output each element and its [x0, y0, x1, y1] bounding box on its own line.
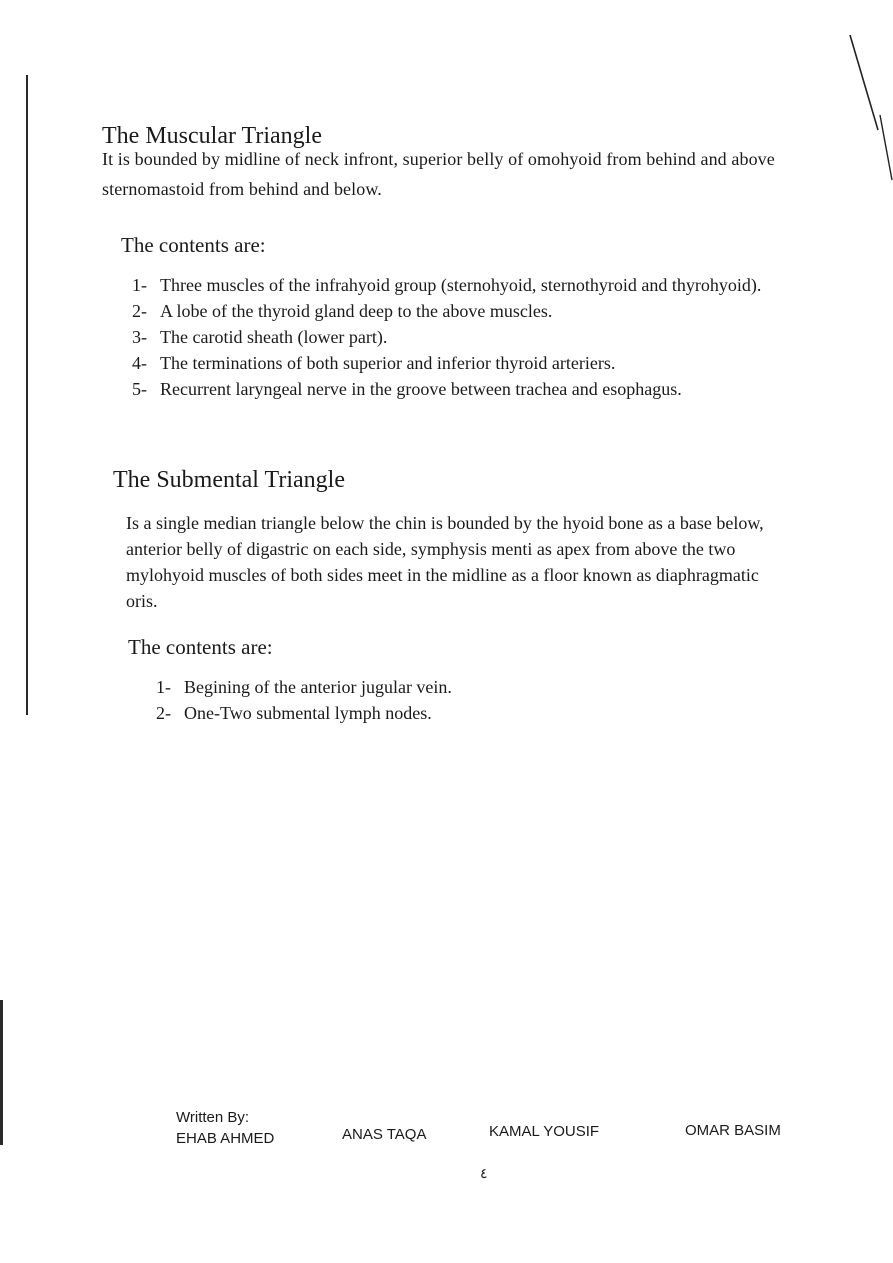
contents-label-submental: The contents are: — [128, 635, 273, 659]
contents-list-submental — [156, 674, 656, 726]
section-title-submental: The Submental Triangle — [113, 467, 345, 493]
author-name: EHAB AHMED — [176, 1130, 275, 1147]
author-name: ANAS TAQA — [342, 1126, 427, 1143]
list-item-number: 4- — [132, 353, 147, 373]
list-item — [132, 298, 772, 324]
list-item-number: 5- — [132, 379, 147, 399]
list-item — [132, 272, 772, 298]
list-item — [156, 700, 656, 726]
list-item-text: Recurrent laryngeal nerve in the groove between trachea and esophagus. — [160, 379, 682, 399]
page-number: ٤ — [480, 1167, 488, 1182]
list-item-number: 1- — [156, 677, 171, 697]
list-item-text: Three muscles of the infrahyoid group (sternohyoid, sternothyroid and thyrohyoid). — [160, 275, 762, 295]
section-description-submental: Is a single median triangle below the chin is bounded by the hyoid bone as a base below, anterior belly of digastric on each side, symphysis menti as apex from above the two mylohyoid muscles of both sides meet in the midline as a floor known as diaphragmatic oris. — [126, 513, 764, 611]
list-item-number: 1- — [132, 275, 147, 295]
section-title-muscular: The Muscular Triangle — [102, 123, 322, 149]
list-item-number: 3- — [132, 327, 147, 347]
list-item-text: A lobe of the thyroid gland deep to the above muscles. — [160, 301, 553, 321]
list-item — [132, 376, 772, 402]
list-item-text: One-Two submental lymph nodes. — [184, 703, 432, 723]
list-item-number: 2- — [156, 703, 171, 723]
list-item-text: The terminations of both superior and inferior thyroid arteriers. — [160, 353, 616, 373]
contents-list-muscular — [132, 272, 772, 402]
author-name: OMAR BASIM — [685, 1122, 781, 1139]
list-item-text: Begining of the anterior jugular vein. — [184, 677, 452, 697]
section-description-muscular: It is bounded by midline of neck infront, superior belly of omohyoid from behind and above sternomastoid from behind and below. — [102, 149, 775, 199]
list-item — [156, 674, 656, 700]
list-item — [132, 350, 772, 376]
contents-label-muscular: The contents are: — [121, 233, 266, 257]
scan-margin-line — [26, 75, 28, 715]
author-name: KAMAL YOUSIF — [489, 1123, 600, 1140]
list-item — [132, 324, 772, 350]
scan-edge-line — [0, 1000, 3, 1145]
written-by-label: Written By: — [176, 1109, 250, 1126]
list-item-text: The carotid sheath (lower part). — [160, 327, 388, 347]
list-item-number: 2- — [132, 301, 147, 321]
